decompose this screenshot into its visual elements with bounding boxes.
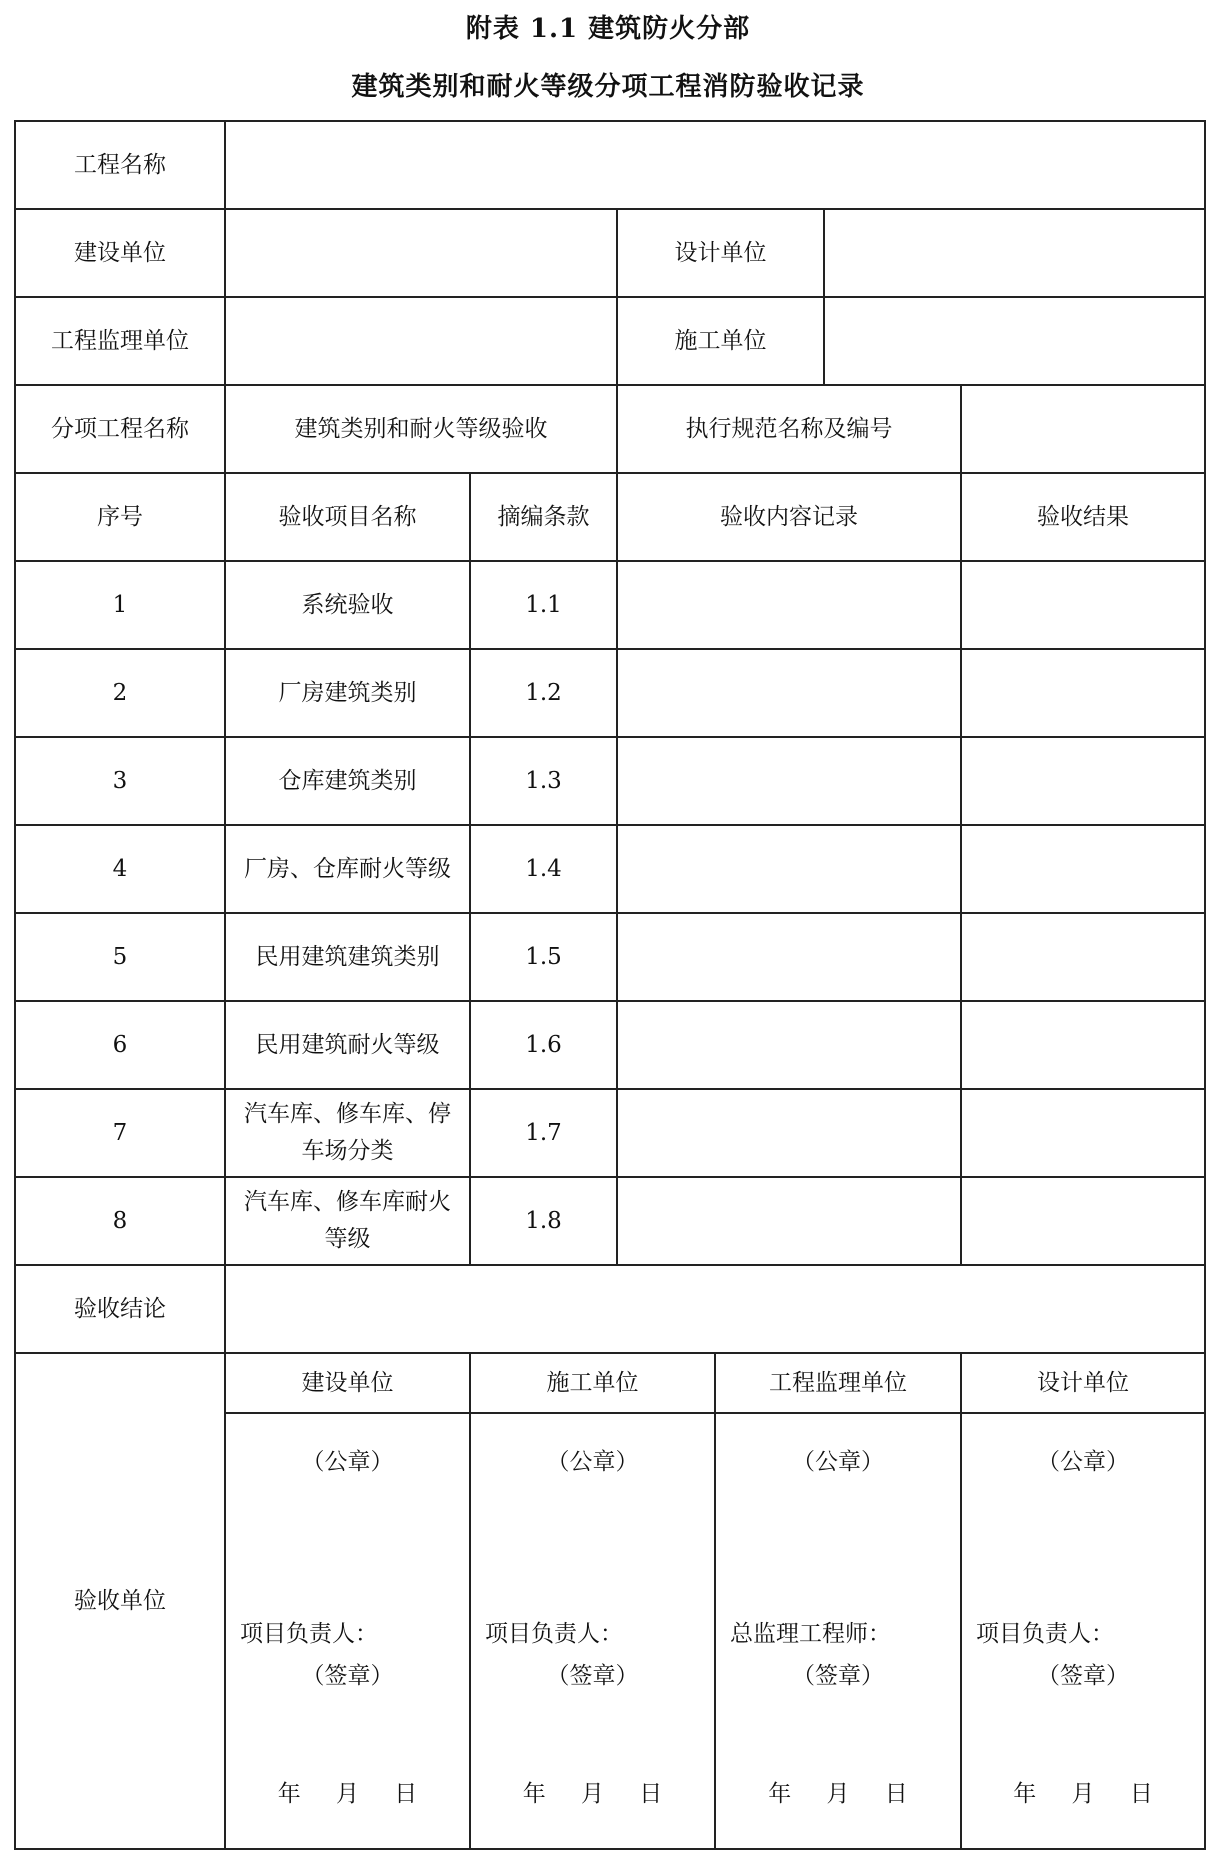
row-record[interactable] <box>617 561 961 649</box>
signature-block[interactable] <box>715 1413 961 1849</box>
label-project-name: 工程名称 <box>15 121 225 209</box>
row-clause: 1.2 <box>470 649 617 737</box>
row-result[interactable] <box>961 1001 1205 1089</box>
row-item <box>225 1089 470 1177</box>
acceptance-record-table <box>14 120 1206 1850</box>
row-result[interactable] <box>961 913 1205 1001</box>
row-result[interactable] <box>961 825 1205 913</box>
field-standard-name[interactable] <box>961 385 1205 473</box>
label-design-unit: 设计单位 <box>617 209 824 297</box>
row-project-name <box>15 121 1205 209</box>
row-result[interactable] <box>961 1089 1205 1177</box>
seal-label: （公章） <box>1037 1449 1130 1475</box>
row-item: 厂房建筑类别 <box>225 649 470 737</box>
header-item: 验收项目名称 <box>225 473 470 561</box>
row-conclusion <box>15 1265 1205 1353</box>
row-clause: 1.3 <box>470 737 617 825</box>
row-no: 5 <box>15 913 225 1001</box>
row-item: 厂房、仓库耐火等级 <box>225 825 470 913</box>
table-row <box>15 1089 1205 1177</box>
seal-label: （公章） <box>792 1449 884 1475</box>
row-no: 1 <box>15 561 225 649</box>
row-record[interactable] <box>617 1001 961 1089</box>
row-item-line2: 等级 <box>324 1226 371 1252</box>
field-construction-unit[interactable] <box>225 209 617 297</box>
signature-label: （签章） <box>301 1663 394 1689</box>
row-acceptance-units <box>15 1353 1205 1413</box>
row-item: 仓库建筑类别 <box>225 737 470 825</box>
unit-name: 设计单位 <box>961 1353 1205 1413</box>
table-row <box>15 913 1205 1001</box>
row-item-line1: 汽车库、修车库、停 <box>244 1101 451 1128</box>
row-clause: 1.7 <box>470 1089 617 1177</box>
signature-label: （签章） <box>1037 1663 1130 1689</box>
row-clause: 1.5 <box>470 913 617 1001</box>
unit-name: 工程监理单位 <box>715 1353 961 1413</box>
document-title: 附表 1.1 建筑防火分部 <box>465 14 751 44</box>
unit-name: 施工单位 <box>470 1353 715 1413</box>
row-no: 2 <box>15 649 225 737</box>
row-record[interactable] <box>617 1089 961 1177</box>
row-no: 6 <box>15 1001 225 1089</box>
seal-label: （公章） <box>546 1449 639 1475</box>
label-construction-unit: 建设单位 <box>15 209 225 297</box>
label-conclusion: 验收结论 <box>15 1265 225 1353</box>
signature-label: （签章） <box>792 1663 884 1689</box>
row-no: 4 <box>15 825 225 913</box>
row-construction-design <box>15 209 1205 297</box>
table-row <box>15 561 1205 649</box>
label-standard-name: 执行规范名称及编号 <box>617 385 961 473</box>
row-item-line2: 车场分类 <box>301 1138 394 1164</box>
row-record[interactable] <box>617 649 961 737</box>
row-result[interactable] <box>961 561 1205 649</box>
row-supervision-builder <box>15 297 1205 385</box>
row-item <box>225 1177 470 1265</box>
subproject-value: 建筑类别和耐火等级验收 <box>225 385 617 473</box>
header-result: 验收结果 <box>961 473 1205 561</box>
field-builder-unit[interactable] <box>824 297 1205 385</box>
document-subtitle: 建筑类别和耐火等级分项工程消防验收记录 <box>351 72 865 102</box>
responsible-person-label: 项目负责人： <box>485 1621 623 1647</box>
row-record[interactable] <box>617 1177 961 1265</box>
table-row <box>15 737 1205 825</box>
row-clause: 1.8 <box>470 1177 617 1265</box>
chief-supervisor-label: 总监理工程师： <box>730 1621 891 1647</box>
date-label: 年 月 日 <box>277 1781 418 1807</box>
table-row <box>15 825 1205 913</box>
table-row <box>15 649 1205 737</box>
row-record[interactable] <box>617 737 961 825</box>
label-builder-unit: 施工单位 <box>617 297 824 385</box>
seal-label: （公章） <box>301 1449 394 1475</box>
signature-block[interactable] <box>961 1413 1205 1849</box>
row-item-line1: 汽车库、修车库耐火 <box>244 1189 451 1216</box>
field-conclusion[interactable] <box>225 1265 1205 1353</box>
field-project-name[interactable] <box>225 121 1205 209</box>
row-no: 3 <box>15 737 225 825</box>
row-item: 民用建筑建筑类别 <box>225 913 470 1001</box>
label-supervision-unit: 工程监理单位 <box>15 297 225 385</box>
row-result[interactable] <box>961 649 1205 737</box>
label-acceptance-units: 验收单位 <box>15 1353 225 1849</box>
responsible-person-label: 项目负责人： <box>240 1621 378 1647</box>
row-record[interactable] <box>617 825 961 913</box>
signature-label: （签章） <box>546 1663 639 1689</box>
items-header-row <box>15 473 1205 561</box>
unit-name: 建设单位 <box>225 1353 470 1413</box>
row-item: 系统验收 <box>225 561 470 649</box>
label-subproject-name: 分项工程名称 <box>15 385 225 473</box>
responsible-person-label: 项目负责人： <box>976 1621 1114 1647</box>
signature-block[interactable] <box>470 1413 715 1849</box>
row-clause: 1.4 <box>470 825 617 913</box>
date-label: 年 月 日 <box>1013 1781 1153 1807</box>
row-record[interactable] <box>617 913 961 1001</box>
signature-block[interactable] <box>225 1413 470 1849</box>
table-row <box>15 1177 1205 1265</box>
row-clause: 1.6 <box>470 1001 617 1089</box>
header-no: 序号 <box>15 473 225 561</box>
row-result[interactable] <box>961 1177 1205 1265</box>
header-clause: 摘编条款 <box>470 473 617 561</box>
row-no: 7 <box>15 1089 225 1177</box>
row-no: 8 <box>15 1177 225 1265</box>
table-row <box>15 1001 1205 1089</box>
row-subproject <box>15 385 1205 473</box>
field-supervision-unit[interactable] <box>225 297 617 385</box>
row-clause: 1.1 <box>470 561 617 649</box>
row-result[interactable] <box>961 737 1205 825</box>
date-label: 年 月 日 <box>768 1781 908 1807</box>
header-record: 验收内容记录 <box>617 473 961 561</box>
field-design-unit[interactable] <box>824 209 1205 297</box>
row-item: 民用建筑耐火等级 <box>225 1001 470 1089</box>
date-label: 年 月 日 <box>522 1781 663 1807</box>
